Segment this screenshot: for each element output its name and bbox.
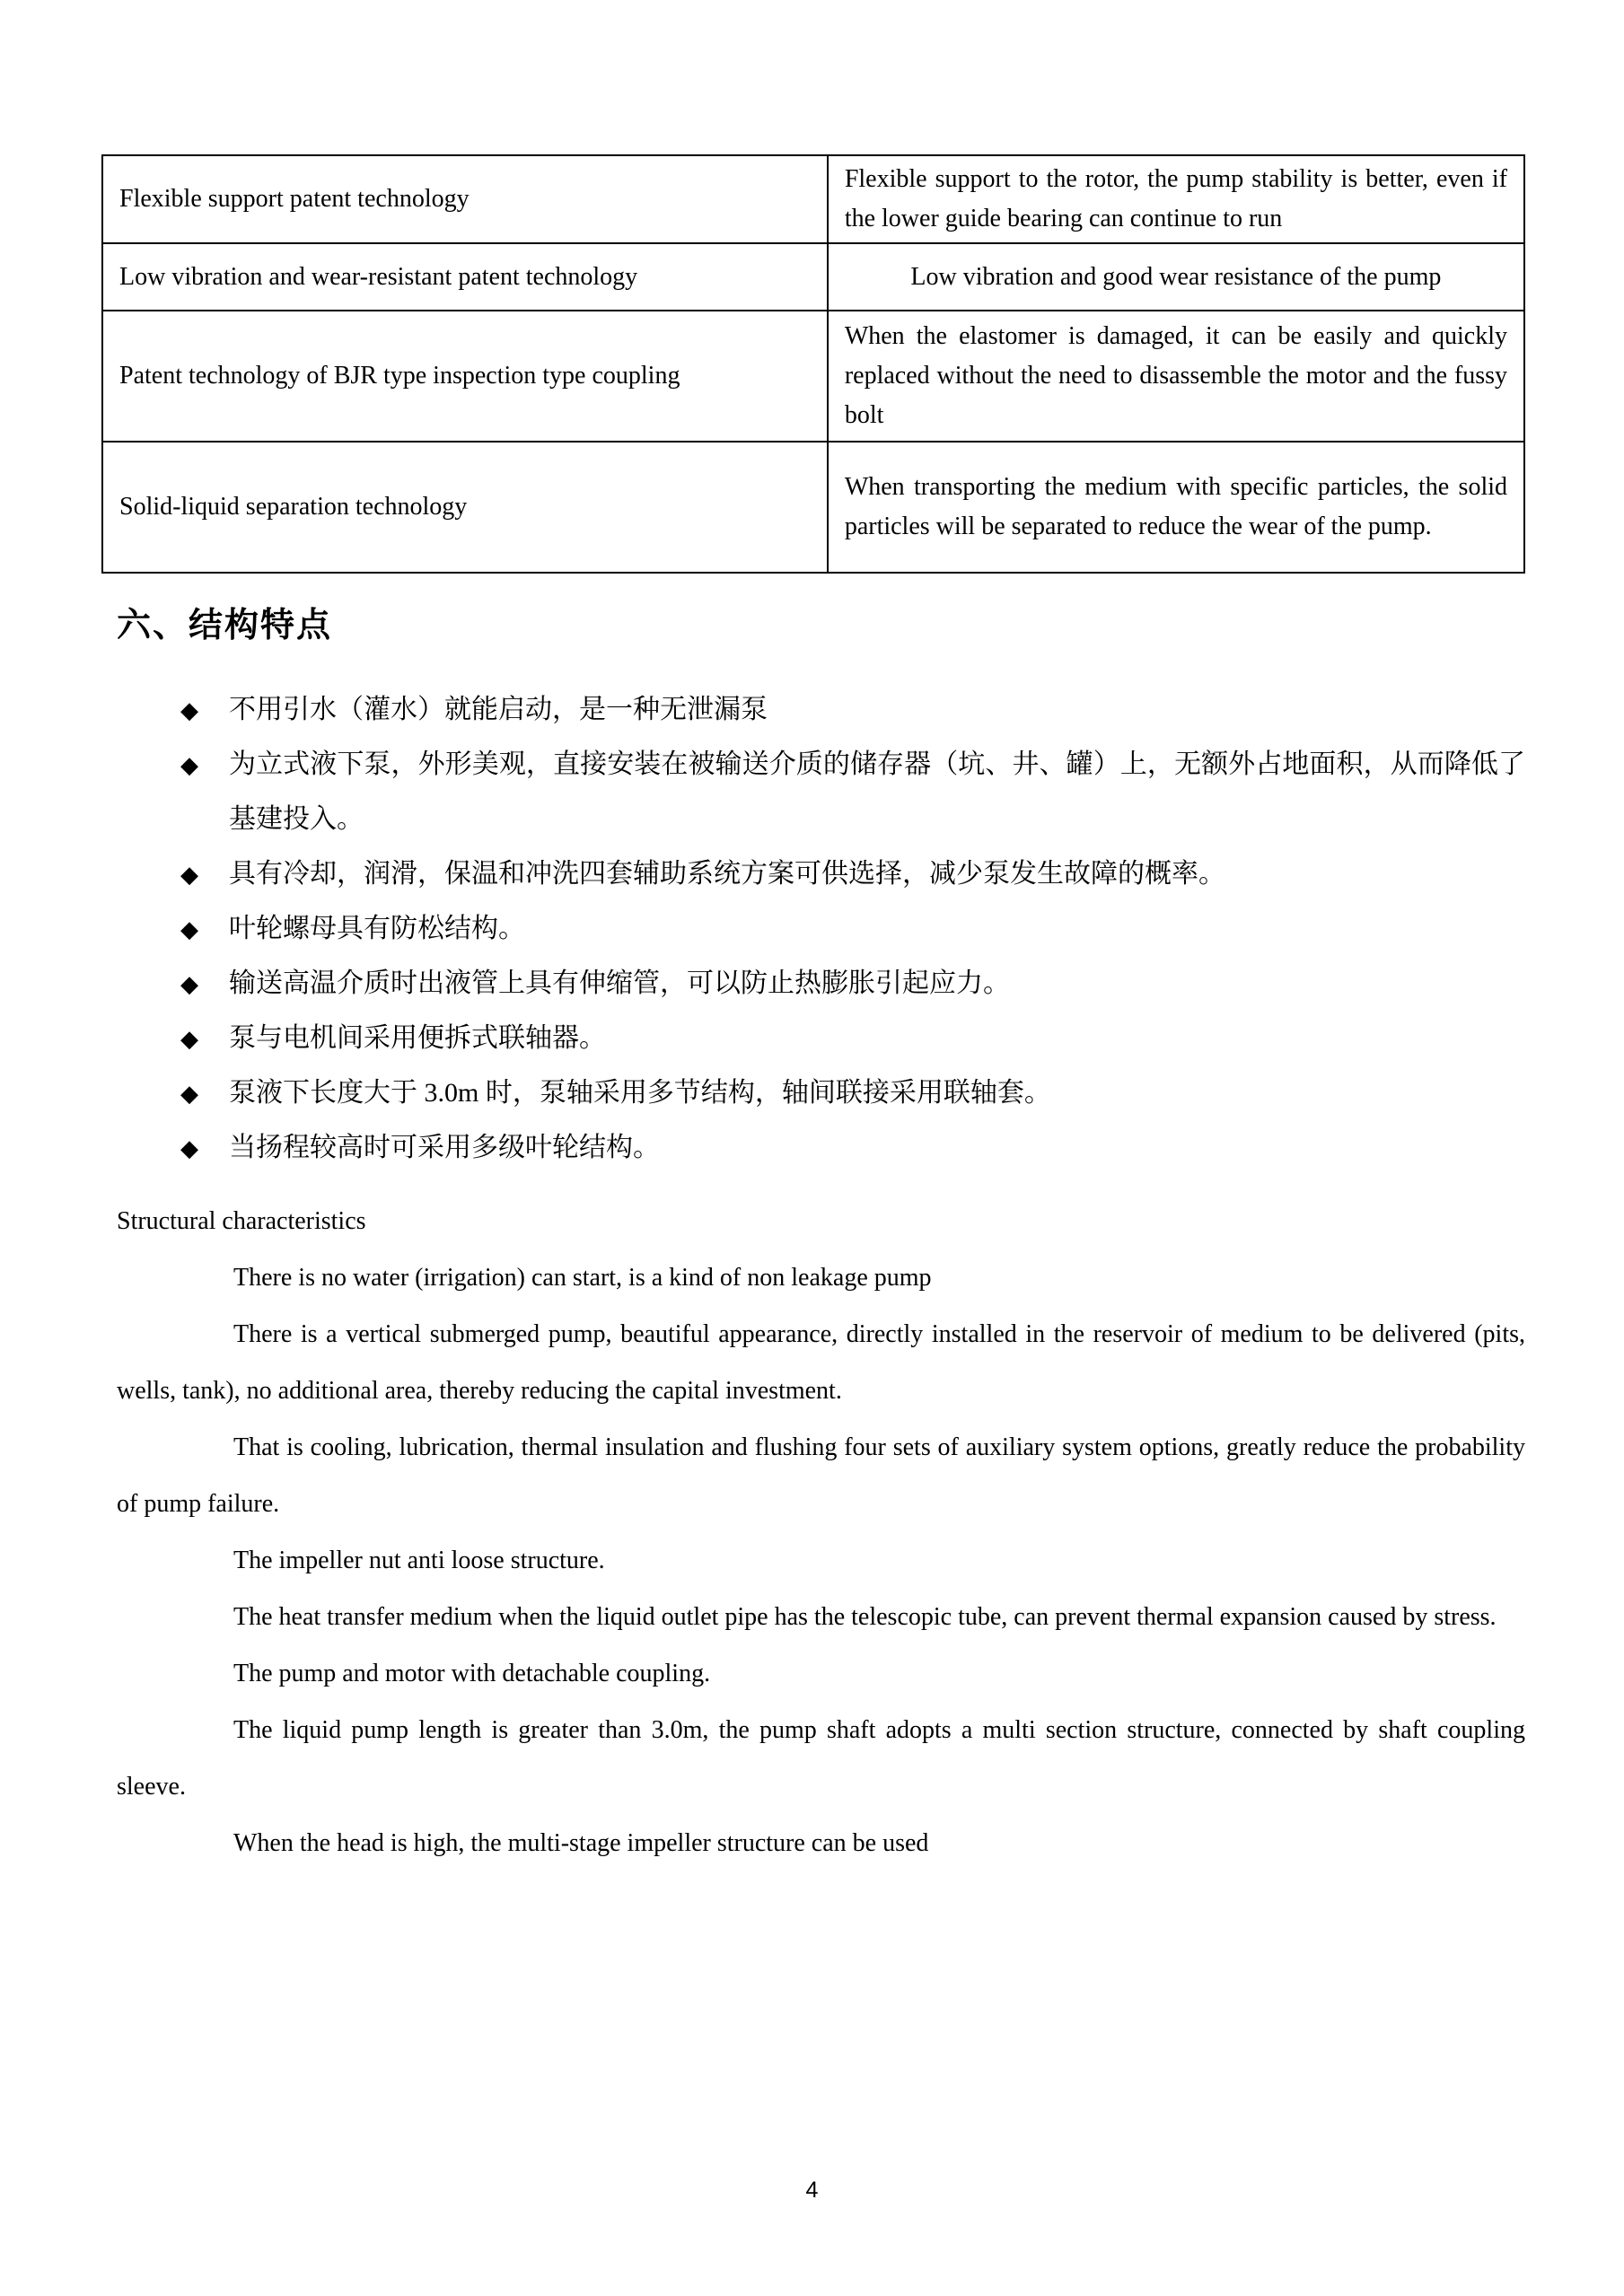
bullet-text: 叶轮螺母具有防松结构。 <box>229 914 525 943</box>
feature-cell: Flexible support patent technology <box>102 155 828 243</box>
section-heading: 六、结构特点 <box>117 607 333 644</box>
feature-cell: Solid-liquid separation technology <box>102 442 828 573</box>
bullet-text: 泵液下长度大于 3.0m 时，泵轴采用多节结构，轴间联接采用联轴套。 <box>229 1078 1051 1108</box>
english-paragraph: There is a vertical submerged pump, beautiful appearance, directly installed in the reservoir of medium to be delivered (pits, wells, tank), no additional area, thereby reducing the capital investment. <box>117 1320 1525 1405</box>
page-footer <box>0 2178 1624 2204</box>
english-paragraph: The impeller nut anti loose structure. <box>233 1547 605 1574</box>
bullet-item <box>101 901 1525 956</box>
bullet-item <box>101 1011 1525 1065</box>
bullet-text: 泵与电机间采用便拆式联轴器。 <box>229 1023 606 1053</box>
description-cell: When the elastomer is damaged, it can be easily and quickly replaced without the need to disassemble the motor and the fussy bolt <box>828 311 1524 442</box>
bullet-text: 为立式液下泵，外形美观，直接安装在被输送介质的储存器（坑、井、罐）上，无额外占地面积，从而降低了基建投入。 <box>229 749 1525 834</box>
diamond-bullet-icon: ◆ <box>180 752 198 778</box>
description-cell: Low vibration and good wear resistance of the pump <box>828 243 1524 311</box>
bullet-text: 不用引水（灌水）就能启动，是一种无泄漏泵 <box>229 695 768 724</box>
bullet-text: 输送高温介质时出液管上具有伸缩管，可以防止热膨胀引起应力。 <box>229 968 1010 998</box>
bullet-item <box>101 956 1525 1011</box>
diamond-bullet-icon: ◆ <box>180 1026 198 1052</box>
table-row <box>102 155 1524 243</box>
table-row <box>102 311 1524 442</box>
diamond-bullet-icon: ◆ <box>180 1081 198 1107</box>
description-cell: Flexible support to the rotor, the pump stability is better, even if the lower guide bearing can continue to run <box>828 155 1524 243</box>
bullet-text: 当扬程较高时可采用多级叶轮结构。 <box>229 1133 660 1162</box>
english-section-title: Structural characteristics <box>117 1207 366 1235</box>
english-paragraph: When the head is high, the multi-stage impeller structure can be used <box>233 1829 929 1857</box>
feature-cell: Patent technology of BJR type inspection type coupling <box>102 311 828 442</box>
bullet-item <box>101 682 1525 737</box>
diamond-bullet-icon: ◆ <box>180 1135 198 1161</box>
english-paragraph: The pump and motor with detachable coupling. <box>233 1660 711 1687</box>
bullet-item <box>101 1065 1525 1120</box>
diamond-bullet-icon: ◆ <box>180 697 198 723</box>
bullet-item <box>101 737 1525 846</box>
english-paragraph: The liquid pump length is greater than 3.0m, the pump shaft adopts a multi section structure, connected by shaft coupling sleeve. <box>117 1716 1525 1801</box>
english-translation-block <box>101 1193 1525 1871</box>
diamond-bullet-icon: ◆ <box>180 916 198 942</box>
bullet-item <box>101 846 1525 901</box>
features-table-body <box>102 155 1524 573</box>
feature-bullet-list <box>101 682 1525 1175</box>
english-paragraph: The heat transfer medium when the liquid outlet pipe has the telescopic tube, can prevent thermal expansion caused by stress. <box>233 1603 1497 1631</box>
features-table <box>101 154 1525 574</box>
bullet-item <box>101 1120 1525 1175</box>
page-number: 4 <box>805 2178 819 2203</box>
table-row <box>102 442 1524 573</box>
table-row <box>102 243 1524 311</box>
diamond-bullet-icon: ◆ <box>180 862 198 888</box>
bullet-text: 具有冷却，润滑，保温和冲洗四套辅助系统方案可供选择，减少泵发生故障的概率。 <box>229 859 1225 889</box>
description-cell: When transporting the medium with specific particles, the solid particles will be separated to reduce the wear of the pump. <box>828 442 1524 573</box>
english-paragraph: That is cooling, lubrication, thermal insulation and flushing four sets of auxiliary system options, greatly reduce the probability of pump failure. <box>117 1433 1525 1518</box>
diamond-bullet-icon: ◆ <box>180 971 198 997</box>
english-paragraph: There is no water (irrigation) can start, is a kind of non leakage pump <box>233 1264 932 1292</box>
feature-cell: Low vibration and wear-resistant patent technology <box>102 243 828 311</box>
